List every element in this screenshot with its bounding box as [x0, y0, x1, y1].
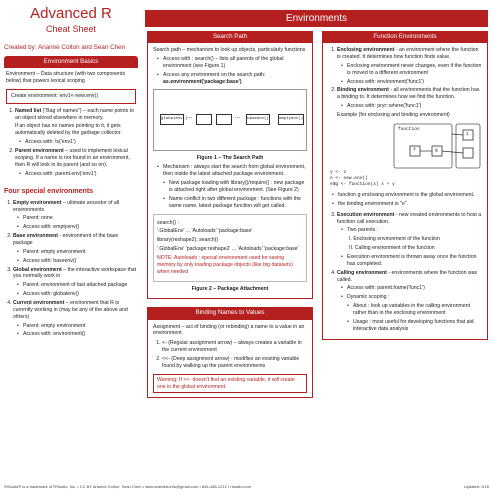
binding-heading: Binding Names to Values — [147, 307, 313, 319]
right-column — [322, 31, 488, 340]
figure2-caption: Figure 2 – Package Attachment — [191, 285, 269, 292]
middle-column — [147, 31, 313, 398]
page-title: Advanced R — [30, 5, 112, 22]
package-env-box — [216, 114, 232, 125]
special-env-item: 2. Base environment - environment of the base package • Parent: empty environment • Access with: baseenv() — [13, 233, 138, 264]
environments-banner: Environments — [145, 10, 488, 27]
authors-line: Created by: Arianne Colton and Sean Chen — [4, 43, 126, 51]
special-envs-section — [4, 187, 138, 338]
binding-intro: Assignment – act of binding (or rebinding) a name to a value in an environment. — [153, 323, 305, 337]
function-label: function — [398, 126, 420, 132]
one-label: 1 — [466, 131, 469, 137]
autoloads-note: NOTE: Autoloads : special environment used for saving memory by only loading package objects (like big datasets) when needed — [157, 254, 293, 275]
binding-item: 1. <- (Regular assignment arrow) – always creates a variable in the current environment — [162, 340, 307, 354]
globalenv-box: globalenv() — [160, 114, 184, 125]
binding-section — [147, 320, 313, 399]
named-list-item: 1. Named list (“Bag of names”) – each name points to an object stored elsewhere in memory. If an object has no names pointing to it, it gets automatically deleted by the garbage collector. • Access with: ls('env1') — [15, 108, 136, 146]
env-basics-heading: Environment Basics — [4, 56, 138, 68]
mechanism-sub: • New package loading with library()/require() : new package is attached right after global environment. (See Figure 2) — [163, 180, 307, 194]
deep-assign-warning: Warning: If <<- doesn't find an existing variable, it will create one in the global environment. — [153, 374, 307, 394]
page-subtitle: Cheat Sheet — [45, 23, 97, 34]
parent-env-access: • Access with: parent.env('env1') — [19, 171, 136, 178]
mechanism-sub: • Name conflict in two different package : functions with the same name, latest package function will get called. — [163, 196, 307, 210]
search-code-box: search() : '.GlobalEnv' ... 'Autoloads' 'package:base' library(reshape2); search() '.GlobalEnv' 'package:reshape2' ... 'Autoloads' 'package:base' NOTE: Autoloads : special environment used for saving memory by only loading package objects (like big datasets) when needed — [153, 214, 307, 282]
emptyenv-box: emptyenv() — [278, 114, 304, 125]
package-env-box — [196, 114, 212, 125]
diagram-code: y <- 1 e <- new.env() e$g <- function(x) x + y — [330, 169, 395, 187]
f-label: f — [413, 147, 416, 153]
special-env-item: 1. Empty environment – ultimate ancestor of all environments • Parent: none • Access with: emptyenv() — [13, 200, 138, 231]
footer-updated: Updated: 2/16 — [463, 484, 489, 489]
search-path-section — [147, 43, 313, 299]
special-env-item: 4. Current environment – environment that R is currently working in (may be any of the above and others) • Parent: empty environment • Access with: environment() — [13, 300, 138, 338]
enclosing-env-item: 1. Enclosing environment - an environment where the function is created. It determines how function finds value. • Enclosing environment never changes, even if the function is moved to a different environment • Access with: environment('func1') — [337, 47, 482, 85]
footer-credits: RStudio® is a trademark of RStudio, Inc. • CC BY Arianne Colton, Sean Chen • data.scientist.info@gmail.com • 844-448-1212 • rstudio.com — [4, 484, 252, 489]
binding-diagram — [328, 122, 482, 190]
parent-env-item: 2. Parent environment – used to implement lexical scoping. If a name is not found in an environment, then R will look in its parent (and so on). • Access with: parent.env('env1') — [15, 148, 136, 177]
left-column — [4, 6, 138, 340]
env-basics-section — [4, 56, 138, 183]
search-path-heading: Search Path — [147, 31, 313, 43]
search-path-intro: Search path – mechanism to look up objects, particularly functions — [153, 47, 306, 54]
baseenv-box: baseenv() — [246, 114, 270, 125]
mechanism-bullet: • Mechanism : always start the search from global environment, then inside the latest attached package environment. — [157, 164, 307, 178]
named-list-access: • Access with: ls('env1') — [19, 139, 136, 146]
search-path-bullet: • Access any environment on the search path: as.environment('package:base') — [157, 72, 307, 86]
figure1-caption: Figure 1 – The Search Path — [196, 155, 264, 162]
binding-env-item: 2. Binding environment - all environments that the function has a binding to. It determines how we find the function. • Access with: pryr::where('func1') Example (for enclosing and binding environment) — [337, 87, 482, 118]
create-env-box: Create environment: env1<-new.env() — [6, 89, 136, 104]
function-env-section — [322, 43, 488, 339]
special-envs-heading: Four special environments — [4, 188, 94, 196]
execution-env-item: 3. Execution environment - new created environments to host a function call execution. • Two parents : I. Enclosing environment of the function II. Calling environment of the function • Execution environment is thrown away once the function has completed. — [337, 212, 482, 268]
diagram-bullet: • the binding environment is "e". — [332, 201, 482, 208]
env-basics-intro: Environment – Data structure (with two components below) that powers lexical scoping — [6, 71, 126, 84]
binding-item: 2. <<- (Deep assignment arrow) - modifies an existing variable found by walking up the parent environments — [162, 356, 307, 370]
diagram-bullet: • function g enclosing environment is the global environment, — [332, 192, 482, 199]
function-env-heading: Function Environments — [322, 31, 488, 43]
figure-search-path: globalenv() ... ... baseenv() emptyenv() — [153, 89, 307, 151]
search-path-bullet: • Access with : search() – lists all parents of the global environment (see Figure 1) — [157, 56, 307, 70]
calling-env-item: 4. Calling environment - environments where the function was called. • Access with: parent.frame('func1') • Dynamic scoping : • About : look up variables in the calling environment rather than in the enclosing environment • Usage : most useful for developing functions that aid interactive data analysis — [337, 270, 482, 333]
g-label: g — [435, 147, 438, 153]
special-env-item: 3. Global environment – the interactive workspace that you normally work in • Parent: environment of last attached package • Access with: globalenv() — [13, 267, 138, 298]
